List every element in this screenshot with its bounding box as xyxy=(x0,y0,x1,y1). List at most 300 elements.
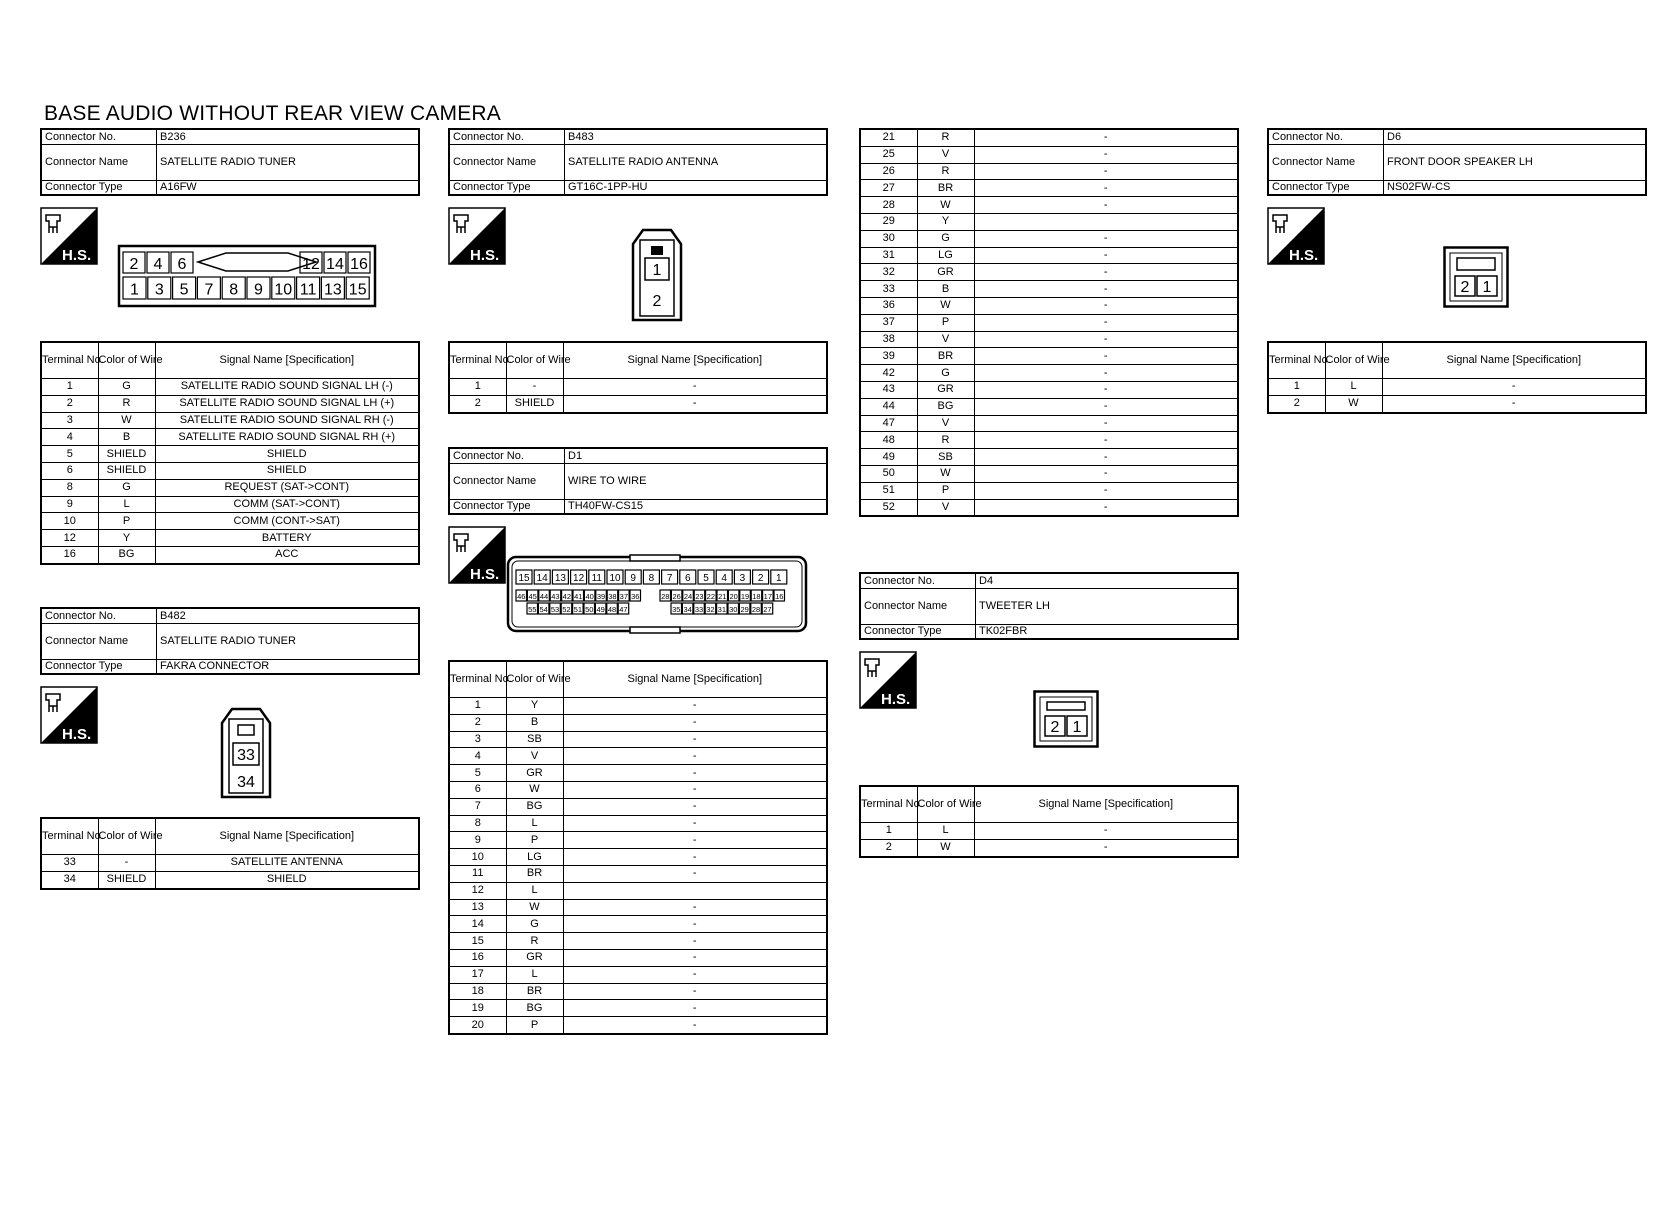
signal-name-cell: - xyxy=(563,815,827,832)
terminal-no-cell: 13 xyxy=(449,899,506,916)
harness-side-icon xyxy=(1267,207,1325,265)
wire-color-cell: BR xyxy=(506,983,563,1000)
signal-name-cell: REQUEST (SAT->CONT) xyxy=(155,479,419,496)
terminal-no-cell: 6 xyxy=(41,462,98,479)
connector-no-value: B482 xyxy=(157,608,420,623)
connector-no-value: B236 xyxy=(157,129,420,144)
wire-color-cell: B xyxy=(98,429,155,446)
pin-number: 52 xyxy=(562,604,571,614)
signal-name-cell: - xyxy=(974,264,1238,281)
table-row xyxy=(41,496,419,513)
wire-color-cell: GR xyxy=(506,765,563,782)
table-row xyxy=(41,429,419,446)
terminal-no-cell: 1 xyxy=(449,698,506,715)
pin-number: 16 xyxy=(775,591,784,601)
terminal-no-cell: 43 xyxy=(860,381,917,398)
terminal-no-cell: 8 xyxy=(41,479,98,496)
pin-number: 15 xyxy=(518,573,530,585)
table-row xyxy=(860,348,1238,365)
terminal-no-cell: 3 xyxy=(41,412,98,429)
pin-number: 16 xyxy=(350,255,368,273)
connector-name-value: FRONT DOOR SPEAKER LH xyxy=(1384,144,1647,180)
wire-color-cell: BR xyxy=(917,180,974,197)
connector-name-value: WIRE TO WIRE xyxy=(565,463,828,499)
table-row xyxy=(449,815,827,832)
table-row xyxy=(860,281,1238,298)
terminal-no-cell: 16 xyxy=(41,546,98,563)
wire-color-cell: Y xyxy=(506,698,563,715)
signal-name-header: Signal Name [Specification] xyxy=(974,786,1238,823)
svg-text:2: 2 xyxy=(1050,719,1060,736)
connector-d4-face xyxy=(1033,690,1099,748)
signal-name-header: Signal Name [Specification] xyxy=(563,661,827,698)
signal-name-cell: - xyxy=(563,765,827,782)
pin-number: 31 xyxy=(717,604,727,614)
wire-color-cell: P xyxy=(506,1017,563,1034)
pin-number: 11 xyxy=(591,573,602,585)
pin-number: 1 xyxy=(776,573,782,585)
terminal-no-cell: 16 xyxy=(449,949,506,966)
terminal-no-cell: 5 xyxy=(41,446,98,463)
connector-no-value: D4 xyxy=(976,573,1239,588)
svg-text:H.S.: H.S. xyxy=(62,726,92,743)
terminal-no-header: Terminal No. xyxy=(449,342,506,379)
wire-color-cell: L xyxy=(98,496,155,513)
terminal-no-cell: 42 xyxy=(860,365,917,382)
pin-number: 18 xyxy=(752,591,761,601)
signal-name-cell: - xyxy=(563,748,827,765)
signal-name-cell: - xyxy=(974,297,1238,314)
wire-color-cell: R xyxy=(506,933,563,950)
signal-name-cell: - xyxy=(974,180,1238,197)
connector-no-label: Connector No. xyxy=(449,129,565,144)
pin-number: 22 xyxy=(706,591,716,601)
terminal-no-cell: 4 xyxy=(41,429,98,446)
table-row xyxy=(449,949,827,966)
signal-name-cell: SHIELD xyxy=(155,871,419,888)
signal-name-cell: SATELLITE RADIO SOUND SIGNAL LH (+) xyxy=(155,395,419,412)
wire-color-cell: Y xyxy=(98,530,155,547)
wire-color-cell: L xyxy=(1325,379,1382,396)
pin-number: 27 xyxy=(763,604,772,614)
wire-color-cell: W xyxy=(506,781,563,798)
connector-type-label: Connector Type xyxy=(1268,180,1384,195)
table-row xyxy=(449,849,827,866)
terminal-no-header: Terminal No. xyxy=(860,786,917,823)
signal-name-cell: - xyxy=(563,949,827,966)
connector-d6-face xyxy=(1443,246,1509,308)
wire-color-cell: W xyxy=(917,197,974,214)
pin-number: 12 xyxy=(302,255,320,273)
signal-name-header: Signal Name [Specification] xyxy=(563,342,827,379)
pin-number: 53 xyxy=(550,604,560,614)
harness-side-icon xyxy=(40,207,98,265)
terminal-no-cell: 34 xyxy=(41,871,98,888)
terminal-no-header: Terminal No. xyxy=(41,342,98,379)
wire-color-cell: - xyxy=(98,855,155,872)
pin-number: 20 xyxy=(729,591,738,601)
signal-name-cell: - xyxy=(563,849,827,866)
pin-number: 2 xyxy=(129,255,139,273)
connector-d1-face xyxy=(506,555,808,633)
color-of-wire-header: Color of Wire xyxy=(98,818,155,855)
terminal-no-cell: 5 xyxy=(449,765,506,782)
svg-text:1: 1 xyxy=(1072,719,1082,736)
signal-name-cell: - xyxy=(563,832,827,849)
terminal-no-cell: 49 xyxy=(860,449,917,466)
wire-color-cell: R xyxy=(917,129,974,146)
wire-color-cell: BR xyxy=(917,348,974,365)
terminal-no-cell: 48 xyxy=(860,432,917,449)
wire-color-cell: V xyxy=(917,499,974,516)
terminal-no-cell: 33 xyxy=(41,855,98,872)
table-row xyxy=(1268,379,1646,396)
terminal-no-cell: 21 xyxy=(860,129,917,146)
table-row xyxy=(41,530,419,547)
table-row xyxy=(41,871,419,888)
wire-color-cell: P xyxy=(917,482,974,499)
connector-b483-signal-table xyxy=(448,341,828,414)
wire-color-cell: W xyxy=(917,839,974,856)
terminal-no-cell: 17 xyxy=(449,966,506,983)
table-row xyxy=(860,381,1238,398)
table-row xyxy=(860,213,1238,230)
table-row xyxy=(449,1017,827,1034)
signal-name-cell: - xyxy=(974,314,1238,331)
svg-text:33: 33 xyxy=(237,747,255,764)
table-row xyxy=(449,1000,827,1017)
pin-number: 1 xyxy=(130,281,139,299)
terminal-no-cell: 2 xyxy=(41,395,98,412)
pin-number: 28 xyxy=(661,591,670,601)
pin-number: 6 xyxy=(177,255,187,273)
connector-b236-signal-table xyxy=(40,341,420,565)
svg-text:1: 1 xyxy=(652,262,662,279)
table-row xyxy=(860,823,1238,840)
connector-type-label: Connector Type xyxy=(449,180,565,195)
pin-number: 39 xyxy=(596,591,606,601)
signal-name-cell: - xyxy=(563,379,827,396)
connector-b482-face xyxy=(220,707,272,799)
table-row xyxy=(41,546,419,563)
wire-color-cell: LG xyxy=(506,849,563,866)
table-row xyxy=(449,933,827,950)
pin-number: 54 xyxy=(539,604,548,614)
table-row xyxy=(860,314,1238,331)
table-row xyxy=(41,479,419,496)
signal-name-header: Signal Name [Specification] xyxy=(155,818,419,855)
table-row xyxy=(860,264,1238,281)
signal-name-cell: ACC xyxy=(155,546,419,563)
connector-name-label: Connector Name xyxy=(41,144,157,180)
pin-number: 23 xyxy=(695,591,704,601)
wire-color-cell: SHIELD xyxy=(506,395,563,412)
wire-color-cell: R xyxy=(917,163,974,180)
color-of-wire-header: Color of Wire xyxy=(506,342,563,379)
terminal-no-cell: 6 xyxy=(449,781,506,798)
connector-d6-header xyxy=(1267,128,1647,196)
wire-color-cell: G xyxy=(506,916,563,933)
connector-d6-signal-table xyxy=(1267,341,1647,414)
signal-name-cell: - xyxy=(563,865,827,882)
terminal-no-cell: 12 xyxy=(41,530,98,547)
table-row xyxy=(860,839,1238,856)
wire-color-cell: SB xyxy=(917,449,974,466)
pin-number: 48 xyxy=(607,604,617,614)
pin-number: 35 xyxy=(672,604,681,614)
wire-color-cell: BG xyxy=(917,398,974,415)
pin-number: 9 xyxy=(630,573,636,585)
table-row xyxy=(449,983,827,1000)
signal-name-cell: - xyxy=(974,197,1238,214)
svg-text:H.S.: H.S. xyxy=(881,691,911,708)
wire-color-cell: B xyxy=(917,281,974,298)
terminal-no-cell: 52 xyxy=(860,499,917,516)
table-row xyxy=(860,129,1238,146)
wire-color-cell: W xyxy=(917,465,974,482)
pin-number: 43 xyxy=(551,591,560,601)
signal-name-cell xyxy=(974,213,1238,230)
terminal-no-cell: 14 xyxy=(449,916,506,933)
signal-name-cell: - xyxy=(974,381,1238,398)
signal-name-cell: COMM (CONT->SAT) xyxy=(155,513,419,530)
pin-number: 3 xyxy=(154,281,164,299)
terminal-no-cell: 51 xyxy=(860,482,917,499)
pin-number: 55 xyxy=(528,604,537,614)
signal-name-cell: - xyxy=(563,899,827,916)
table-row xyxy=(860,449,1238,466)
terminal-no-cell: 44 xyxy=(860,398,917,415)
wire-color-cell: R xyxy=(917,432,974,449)
harness-side-icon xyxy=(448,526,506,584)
terminal-no-cell: 25 xyxy=(860,146,917,163)
connector-type-value: TK02FBR xyxy=(976,624,1239,639)
table-row xyxy=(860,499,1238,516)
signal-name-cell: - xyxy=(563,781,827,798)
signal-name-cell: - xyxy=(563,1017,827,1034)
wire-color-cell: W xyxy=(98,412,155,429)
signal-name-cell: - xyxy=(1382,379,1646,396)
table-row xyxy=(449,379,827,396)
wire-color-cell: G xyxy=(917,365,974,382)
wire-color-cell: P xyxy=(506,832,563,849)
connector-name-label: Connector Name xyxy=(41,623,157,659)
pin-number: 49 xyxy=(596,604,605,614)
signal-name-cell: - xyxy=(563,1000,827,1017)
table-row xyxy=(41,379,419,396)
pin-number: 29 xyxy=(740,604,749,614)
terminal-no-cell: 2 xyxy=(860,839,917,856)
signal-name-cell: BATTERY xyxy=(155,530,419,547)
table-row xyxy=(449,698,827,715)
terminal-no-cell: 37 xyxy=(860,314,917,331)
color-of-wire-header: Color of Wire xyxy=(506,661,563,698)
signal-name-cell: - xyxy=(563,714,827,731)
signal-name-cell: - xyxy=(563,731,827,748)
connector-d1-signal-table xyxy=(448,660,828,1035)
signal-name-cell: - xyxy=(563,916,827,933)
pin-number: 4 xyxy=(721,573,727,585)
wire-color-cell: GR xyxy=(506,949,563,966)
terminal-no-cell: 31 xyxy=(860,247,917,264)
pin-number: 2 xyxy=(757,573,764,585)
table-row xyxy=(449,882,827,899)
pin-number: 10 xyxy=(609,573,621,585)
terminal-no-cell: 1 xyxy=(1268,379,1325,396)
signal-name-cell: - xyxy=(974,348,1238,365)
wire-color-cell: BG xyxy=(98,546,155,563)
signal-name-cell: - xyxy=(974,230,1238,247)
wire-color-cell: LG xyxy=(917,247,974,264)
wire-color-cell: L xyxy=(917,823,974,840)
connector-name-label: Connector Name xyxy=(1268,144,1384,180)
signal-name-cell: SHIELD xyxy=(155,462,419,479)
signal-name-cell: - xyxy=(563,966,827,983)
terminal-no-header: Terminal No. xyxy=(41,818,98,855)
signal-name-header: Signal Name [Specification] xyxy=(155,342,419,379)
pin-number: 33 xyxy=(694,604,704,614)
signal-name-cell: - xyxy=(974,129,1238,146)
pin-number: 13 xyxy=(324,281,342,299)
terminal-no-cell: 47 xyxy=(860,415,917,432)
connector-no-value: D1 xyxy=(565,448,828,463)
signal-name-cell: - xyxy=(974,163,1238,180)
pin-number: 9 xyxy=(254,281,263,299)
terminal-no-cell: 8 xyxy=(449,815,506,832)
terminal-no-cell: 11 xyxy=(449,865,506,882)
pin-number: 24 xyxy=(683,591,693,601)
table-row xyxy=(449,714,827,731)
table-row xyxy=(41,513,419,530)
table-row xyxy=(860,331,1238,348)
connector-name-value: SATELLITE RADIO TUNER xyxy=(157,623,420,659)
connector-name-value: SATELLITE RADIO ANTENNA xyxy=(565,144,828,180)
signal-name-cell: SATELLITE RADIO SOUND SIGNAL RH (+) xyxy=(155,429,419,446)
table-row xyxy=(41,412,419,429)
pin-number: 5 xyxy=(179,281,189,299)
terminal-no-cell: 9 xyxy=(41,496,98,513)
wire-color-cell: GR xyxy=(917,381,974,398)
wire-color-cell: W xyxy=(1325,395,1382,412)
connector-no-value: D6 xyxy=(1384,129,1647,144)
pin-number: 15 xyxy=(348,281,367,299)
table-row xyxy=(860,465,1238,482)
pin-number: 8 xyxy=(648,573,655,585)
connector-no-value: B483 xyxy=(565,129,828,144)
svg-text:H.S.: H.S. xyxy=(62,247,92,264)
connector-name-label: Connector Name xyxy=(449,144,565,180)
connector-b482-signal-table xyxy=(40,817,420,890)
table-row xyxy=(860,146,1238,163)
terminal-no-cell: 36 xyxy=(860,297,917,314)
wire-color-cell: G xyxy=(98,379,155,396)
signal-name-cell: - xyxy=(974,398,1238,415)
signal-name-cell: - xyxy=(563,395,827,412)
connector-b482-header xyxy=(40,607,420,675)
signal-name-cell: - xyxy=(1382,395,1646,412)
terminal-no-cell: 18 xyxy=(449,983,506,1000)
signal-name-cell: SATELLITE RADIO SOUND SIGNAL LH (-) xyxy=(155,379,419,396)
wire-color-cell: L xyxy=(506,966,563,983)
pin-number: 7 xyxy=(204,281,214,299)
svg-text:H.S.: H.S. xyxy=(1289,247,1319,264)
pin-number: 41 xyxy=(574,591,583,601)
wire-color-cell: SHIELD xyxy=(98,871,155,888)
pin-number: 47 xyxy=(619,604,628,614)
pin-number: 11 xyxy=(299,281,317,299)
terminal-no-cell: 19 xyxy=(449,1000,506,1017)
pin-number: 38 xyxy=(608,591,617,601)
terminal-no-cell: 7 xyxy=(449,798,506,815)
connector-no-label: Connector No. xyxy=(449,448,565,463)
pin-number: 14 xyxy=(326,255,344,273)
pin-number: 50 xyxy=(585,604,594,614)
pin-number: 34 xyxy=(683,604,692,614)
table-row xyxy=(860,432,1238,449)
table-row xyxy=(860,197,1238,214)
terminal-no-cell: 26 xyxy=(860,163,917,180)
terminal-no-cell: 2 xyxy=(449,395,506,412)
connector-no-label: Connector No. xyxy=(1268,129,1384,144)
pin-number: 32 xyxy=(706,604,715,614)
connector-type-value: TH40FW-CS15 xyxy=(565,499,828,514)
terminal-no-cell: 38 xyxy=(860,331,917,348)
page-title: BASE AUDIO WITHOUT REAR VIEW CAMERA xyxy=(44,102,502,125)
svg-text:34: 34 xyxy=(237,774,255,791)
terminal-no-header: Terminal No. xyxy=(1268,342,1325,379)
pin-number: 4 xyxy=(153,255,163,273)
signal-name-cell: SHIELD xyxy=(155,446,419,463)
connector-type-value: NS02FW-CS xyxy=(1384,180,1647,195)
wire-color-cell: B xyxy=(506,714,563,731)
table-row xyxy=(860,163,1238,180)
table-row xyxy=(449,916,827,933)
terminal-no-cell: 27 xyxy=(860,180,917,197)
svg-text:2: 2 xyxy=(652,293,662,310)
connector-type-label: Connector Type xyxy=(41,659,157,674)
terminal-no-cell: 12 xyxy=(449,882,506,899)
connector-b483-header xyxy=(448,128,828,196)
signal-name-cell: - xyxy=(974,482,1238,499)
connector-type-label: Connector Type xyxy=(860,624,976,639)
wire-color-cell: GR xyxy=(917,264,974,281)
color-of-wire-header: Color of Wire xyxy=(98,342,155,379)
table-row xyxy=(41,395,419,412)
terminal-no-cell: 15 xyxy=(449,933,506,950)
wire-color-cell: P xyxy=(917,314,974,331)
table-row xyxy=(41,855,419,872)
connector-d1-signal-table-continued xyxy=(859,128,1239,517)
signal-name-cell: - xyxy=(974,839,1238,856)
connector-name-value: SATELLITE RADIO TUNER xyxy=(157,144,420,180)
table-row xyxy=(860,398,1238,415)
signal-name-cell: COMM (SAT->CONT) xyxy=(155,496,419,513)
svg-text:1: 1 xyxy=(1482,279,1492,296)
wire-color-cell: SHIELD xyxy=(98,462,155,479)
terminal-no-header: Terminal No. xyxy=(449,661,506,698)
svg-text:H.S.: H.S. xyxy=(470,566,500,583)
wire-color-cell: G xyxy=(98,479,155,496)
connector-no-label: Connector No. xyxy=(41,129,157,144)
pin-number: 46 xyxy=(517,591,526,601)
table-row xyxy=(449,765,827,782)
signal-name-cell: - xyxy=(563,798,827,815)
pin-number: 7 xyxy=(666,573,673,585)
signal-name-cell: - xyxy=(563,983,827,1000)
signal-name-cell: - xyxy=(974,146,1238,163)
connector-b236-header xyxy=(40,128,420,196)
table-row xyxy=(449,748,827,765)
